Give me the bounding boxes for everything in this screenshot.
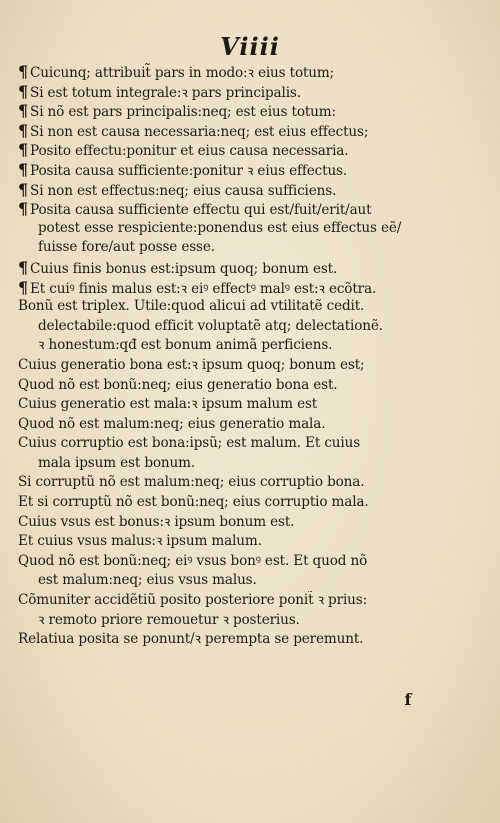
line-text: potest esse respiciente:ponendus est eius effectus eẽ/ — [38, 219, 402, 236]
pilcrow-mark: ¶ — [18, 179, 29, 199]
text-line — [18, 336, 466, 356]
text-line — [18, 180, 466, 200]
pilcrow-mark: ¶ — [18, 257, 29, 277]
signature-mark: f — [404, 690, 412, 709]
line-text: fuisse fore/aut posse esse. — [38, 239, 215, 256]
text-line — [18, 454, 466, 474]
line-text: Si non est effectus:neq; eius causa sufficiens. — [30, 182, 337, 199]
line-text: Si nõ est pars principalis:neq; est eius totum: — [30, 104, 336, 121]
folio-number: Viiii — [220, 32, 280, 61]
line-text: Quod nõ est malum:neq; eius generatio mala. — [18, 415, 326, 432]
text-line — [18, 434, 466, 454]
pilcrow-mark: ¶ — [18, 140, 29, 160]
pilcrow-mark: ¶ — [18, 81, 29, 101]
text-line — [18, 219, 466, 239]
line-text: mala ipsum est bonum. — [38, 454, 196, 471]
text-line — [18, 552, 466, 572]
pilcrow-mark: ¶ — [18, 120, 29, 140]
line-text: delectabile:quod efficit voluptatẽ atq; delectationẽ. — [38, 317, 383, 334]
pilcrow-mark: ¶ — [18, 159, 29, 179]
line-text: Cuius generatio bona est:ꝛ ipsum quoq; bonum est; — [18, 356, 365, 373]
text-line — [18, 415, 466, 435]
text-line — [18, 62, 466, 82]
text-line — [18, 278, 466, 298]
text-line — [18, 297, 466, 317]
text-block — [18, 62, 466, 650]
pilcrow-mark: ¶ — [18, 199, 29, 219]
pilcrow-mark: ¶ — [18, 101, 29, 121]
line-text: Relatiua posita se ponunt/ꝛ perempta se peremunt. — [18, 631, 364, 648]
line-text: Cuicunq; attribuit̃ pars in modo:ꝛ eius totum; — [30, 65, 335, 81]
line-text: Cuius corruptio est bona:ipsũ; est malum. Et cuius — [18, 435, 361, 452]
line-text: Quod nõ est bonũ:neq; eius generatio bona est. — [18, 376, 338, 393]
line-text: ꝛ remoto priore remouetur ꝛ posterius. — [38, 611, 300, 628]
line-text: Et cuiꝰ finis malus est:ꝛ eiꝰ effectꝰ malꝰ est:ꝛ ecõtra. — [30, 280, 377, 297]
line-text: Posita causa sufficiente:ponitur ꝛ eius effectus. — [30, 162, 348, 179]
pilcrow-mark: ¶ — [18, 62, 29, 81]
line-text: est malum:neq; eius vsus malus. — [38, 572, 257, 589]
text-line — [18, 611, 466, 631]
text-line — [18, 493, 466, 513]
text-line — [18, 395, 466, 415]
text-line — [18, 140, 466, 160]
text-line — [18, 199, 466, 219]
line-text: Cuius vsus est bonus:ꝛ ipsum bonum est. — [18, 513, 295, 530]
line-text: Quod nõ est bonũ:neq; eiꝰ vsus bonꝰ est. Et quod nõ — [18, 552, 368, 569]
text-line — [18, 473, 466, 493]
line-text: Si est totum integrale:ꝛ pars principalis. — [30, 84, 301, 101]
text-line — [18, 160, 466, 180]
line-text: Posito effectu:ponitur et eius causa necessaria. — [30, 143, 349, 160]
text-line — [18, 513, 466, 533]
text-line — [18, 101, 466, 121]
line-text: ꝛ honestum:qđ est bonum animã perficiens. — [38, 337, 333, 354]
text-line — [18, 238, 466, 258]
text-line — [18, 121, 466, 141]
text-line — [18, 591, 466, 611]
text-line — [18, 82, 466, 102]
text-line — [18, 532, 466, 552]
pilcrow-mark: ¶ — [18, 277, 29, 297]
text-line — [18, 258, 466, 278]
text-line — [18, 356, 466, 376]
line-text: Et si corruptũ nõ est bonũ:neq; eius corruptio mala. — [18, 494, 369, 511]
line-text: Si corruptũ nõ est malum:neq; eius corruptio bona. — [18, 474, 365, 491]
text-line — [18, 571, 466, 591]
text-line — [18, 630, 466, 650]
line-text: Et cuius vsus malus:ꝛ ipsum malum. — [18, 533, 262, 550]
line-text: Bonũ est triplex. Utile:quod alicui ad vtilitatẽ cedit. — [18, 298, 365, 315]
line-text: Posita causa sufficiente effectu qui est/fuit/erit/aut — [30, 202, 372, 219]
line-text: Cuius generatio est mala:ꝛ ipsum malum est — [18, 396, 318, 413]
text-line — [18, 317, 466, 337]
line-text: Cuius finis bonus est:ipsum quoq; bonum est. — [30, 260, 338, 277]
line-text: Si non est causa necessaria:neq; est eius effectus; — [30, 123, 369, 140]
text-line — [18, 376, 466, 396]
line-text: Cõmuniter accidẽtiũ posito posteriore ponit̃ ꝛ prius: — [18, 592, 368, 609]
